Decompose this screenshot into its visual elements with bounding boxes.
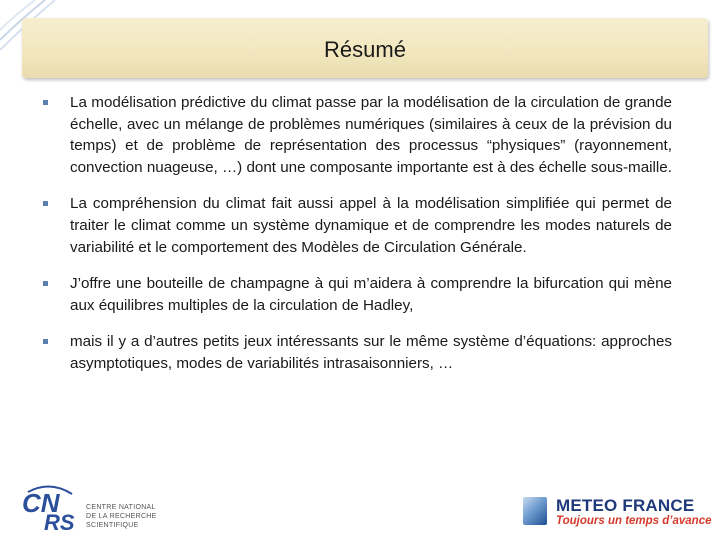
slide-title: Résumé bbox=[324, 37, 406, 62]
square-bullet-icon bbox=[43, 201, 48, 206]
bullet-item bbox=[40, 193, 672, 258]
bullet-list bbox=[40, 92, 672, 390]
title-banner bbox=[22, 18, 708, 78]
cnrs-caption-line: DE LA RECHERCHE bbox=[86, 513, 157, 520]
square-bullet-icon bbox=[43, 100, 48, 105]
bullet-text: mais il y a d’autres petits jeux intéressants sur le même système d’équations: approches asymptotiques, modes de variabilités intrasaisonniers, … bbox=[70, 333, 672, 372]
bullet-text: J’offre une bouteille de champagne à qui m’aidera à comprendre la bifurcation qui mène aux équilibres multiples de la circulation de Hadley, bbox=[70, 275, 672, 314]
cnrs-caption-line: SCIENTIFIQUE bbox=[86, 522, 139, 529]
square-bullet-icon bbox=[43, 281, 48, 286]
bullet-item bbox=[40, 273, 672, 316]
cnrs-caption-line: CENTRE NATIONAL bbox=[86, 504, 156, 511]
meteo-france-name: METEO FRANCE bbox=[556, 496, 695, 515]
cnrs-caption bbox=[86, 503, 157, 530]
svg-text:RS: RS bbox=[44, 510, 75, 534]
bullet-item bbox=[40, 331, 672, 374]
meteo-france-emblem-icon bbox=[523, 497, 547, 525]
bullet-text: La compréhension du climat fait aussi appel à la modélisation simplifiée qui permet de traiter le climat comme un système dynamique et de comprendre les modes naturels de variabilité et le comportement des Modèles de Circulation Générale. bbox=[70, 195, 672, 256]
bullet-item bbox=[40, 92, 672, 178]
meteo-france-slogan: Toujours un temps d’avance bbox=[556, 515, 712, 527]
svg-text:CN: CN bbox=[22, 488, 60, 518]
bullet-text: La modélisation prédictive du climat passe par la modélisation de la circulation de grande échelle, avec un mélange de problèmes numériques (similaires à ceux de la prévision du temps) et de problème de représentation des processus “physiques” (rayonnement, convection nuageuse, …) dont une composante importante est à des échelle sous-maille. bbox=[70, 94, 672, 176]
square-bullet-icon bbox=[43, 339, 48, 344]
